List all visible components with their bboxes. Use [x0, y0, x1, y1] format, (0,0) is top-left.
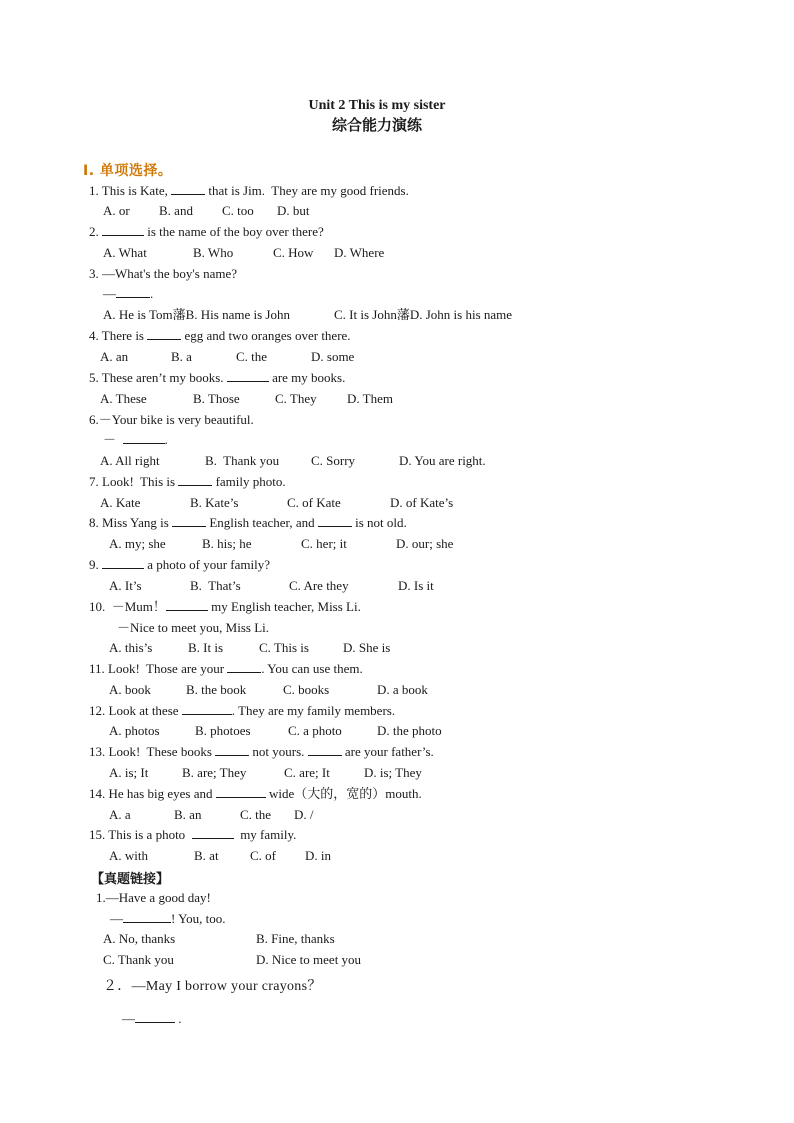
answer-blank	[135, 1011, 175, 1023]
question-1: 1. This is Kate, that is Jim. They are my good friends.	[89, 183, 409, 198]
option-b: B. Kate’s	[190, 495, 239, 510]
answer-blank	[227, 370, 269, 382]
option-a: A. or	[103, 203, 130, 218]
option-d: D. the photo	[377, 723, 442, 738]
exam-question-2-reply: — .	[122, 1011, 182, 1026]
option-b: B. It is	[188, 640, 224, 655]
question-2: 2. is the name of the boy over there?	[89, 224, 324, 239]
option-c: C. How	[273, 245, 314, 260]
answer-blank	[123, 911, 171, 923]
option-d: D. /	[294, 807, 314, 822]
unit-subtitle: 综合能力演练	[331, 118, 422, 134]
option-c: C. a photo	[288, 723, 342, 738]
answer-blank	[171, 183, 205, 195]
exam-question-1: 1.—Have a good day!	[96, 890, 211, 905]
option-c: C. too	[222, 203, 254, 218]
answer-blank	[318, 515, 352, 527]
option-d: D. but	[277, 203, 310, 218]
answer-blank	[172, 515, 206, 527]
option-b: B. That’s	[190, 578, 241, 593]
question-10: 10. －Mum！ my English teacher, Miss Li.	[89, 599, 361, 614]
option-d: D. some	[311, 349, 355, 364]
option-a: A. a	[109, 807, 131, 822]
option-a: A. Kate	[100, 495, 141, 510]
title-block	[0, 97, 754, 136]
option-a: A. These	[100, 391, 147, 406]
question-12: 12. Look at these . They are my family members.	[89, 703, 396, 718]
option-c: C. the	[240, 807, 272, 822]
option-c: C. the	[236, 349, 268, 364]
option-b: B. an	[174, 807, 202, 822]
option-c: C. of	[250, 848, 276, 863]
option-c-d: C. It is John藩D. John is his name	[334, 307, 513, 322]
option-b: B. Those	[193, 391, 240, 406]
option-b: B. a	[171, 349, 192, 364]
option-a: A. with	[109, 848, 148, 863]
question-3: 3. —What's the boy's name?	[89, 266, 238, 281]
question-15: 15. This is a photo my family.	[89, 827, 297, 842]
question-13: 13. Look! These books not yours. are your father’s.	[89, 744, 434, 759]
answer-blank	[182, 703, 232, 715]
answer-blank	[102, 224, 144, 236]
option-c: C. Are they	[289, 578, 349, 593]
question-5: 5. These aren’t my books. are my books.	[89, 370, 346, 385]
option-b: B. Fine, thanks	[256, 931, 335, 946]
option-a: A. It’s	[109, 578, 142, 593]
option-a: A. All right	[100, 453, 160, 468]
answer-blank	[166, 599, 208, 611]
option-a: A. photos	[109, 723, 160, 738]
exam-question-1-reply: — ! You, too.	[110, 911, 226, 926]
question-8: 8. Miss Yang is English teacher, and is not old.	[89, 515, 407, 530]
option-d: D. You are right.	[399, 453, 486, 468]
option-c: C. They	[275, 391, 317, 406]
question-10-reply: －Nice to meet you, Miss Li.	[117, 620, 270, 635]
option-b: B. are; They	[182, 765, 247, 780]
option-d: D. Nice to meet you	[256, 952, 362, 967]
option-c: C. Sorry	[311, 453, 356, 468]
question-14: 14. He has big eyes and wide（大的，宽的）mouth.	[89, 786, 422, 801]
option-d: D. in	[305, 848, 331, 863]
option-a: A. book	[109, 682, 151, 697]
question-6: 6.－Your bike is very beautiful.	[89, 412, 254, 427]
question-4: 4. There is egg and two oranges over there.	[89, 328, 351, 343]
answer-blank	[216, 786, 266, 798]
option-d: D. Is it	[398, 578, 434, 593]
answer-blank	[215, 744, 249, 756]
option-a: A. an	[100, 349, 129, 364]
question-6-reply: － .	[103, 432, 168, 447]
question-3-reply: — .	[103, 286, 154, 301]
answer-blank	[308, 744, 342, 756]
exam-question-2: ２．—May I borrow your crayons？	[103, 979, 322, 994]
answer-blank	[102, 557, 144, 569]
unit-title: Unit 2 This is my sister	[308, 98, 446, 113]
option-a: A. No, thanks	[103, 931, 176, 946]
section-heading-multiple-choice: I. 单项选择。	[83, 163, 173, 179]
question-9: 9. a photo of your family?	[89, 557, 270, 572]
option-b: B. the book	[186, 682, 247, 697]
option-c: C. books	[283, 682, 330, 697]
option-b: B. at	[194, 848, 219, 863]
option-b: B. his; he	[202, 536, 252, 551]
option-d: D. She is	[343, 640, 391, 655]
question-7: 7. Look! This is family photo.	[89, 474, 286, 489]
answer-blank	[227, 661, 261, 673]
option-d: D. a book	[377, 682, 428, 697]
option-d: D. Where	[334, 245, 385, 260]
option-c: C. of Kate	[287, 495, 341, 510]
option-b: B. photoes	[195, 723, 251, 738]
option-d: D. Them	[347, 391, 393, 406]
option-b: B. and	[159, 203, 193, 218]
option-c: C. This is	[259, 640, 309, 655]
answer-blank	[116, 286, 150, 298]
section-heading-real-exam: 【真题链接】	[91, 872, 170, 887]
option-b: B. Who	[193, 245, 234, 260]
answer-blank	[192, 827, 234, 839]
option-a-b: A. He is Tom藩B. His name is John	[103, 307, 290, 322]
answer-blank	[123, 432, 165, 444]
option-d: D. our; she	[396, 536, 454, 551]
option-a: A. is; It	[109, 765, 149, 780]
answer-blank	[178, 474, 212, 486]
option-a: A. What	[103, 245, 147, 260]
option-b: B. Thank you	[205, 453, 280, 468]
question-11: 11. Look! Those are your . You can use them.	[89, 661, 363, 676]
answer-blank	[147, 328, 181, 340]
option-d: D. of Kate’s	[390, 495, 454, 510]
option-a: A. this’s	[109, 640, 153, 655]
option-c: C. Thank you	[103, 952, 174, 967]
option-a: A. my; she	[109, 536, 166, 551]
option-d: D. is; They	[364, 765, 422, 780]
option-c: C. are; It	[284, 765, 330, 780]
option-c: C. her; it	[301, 536, 347, 551]
